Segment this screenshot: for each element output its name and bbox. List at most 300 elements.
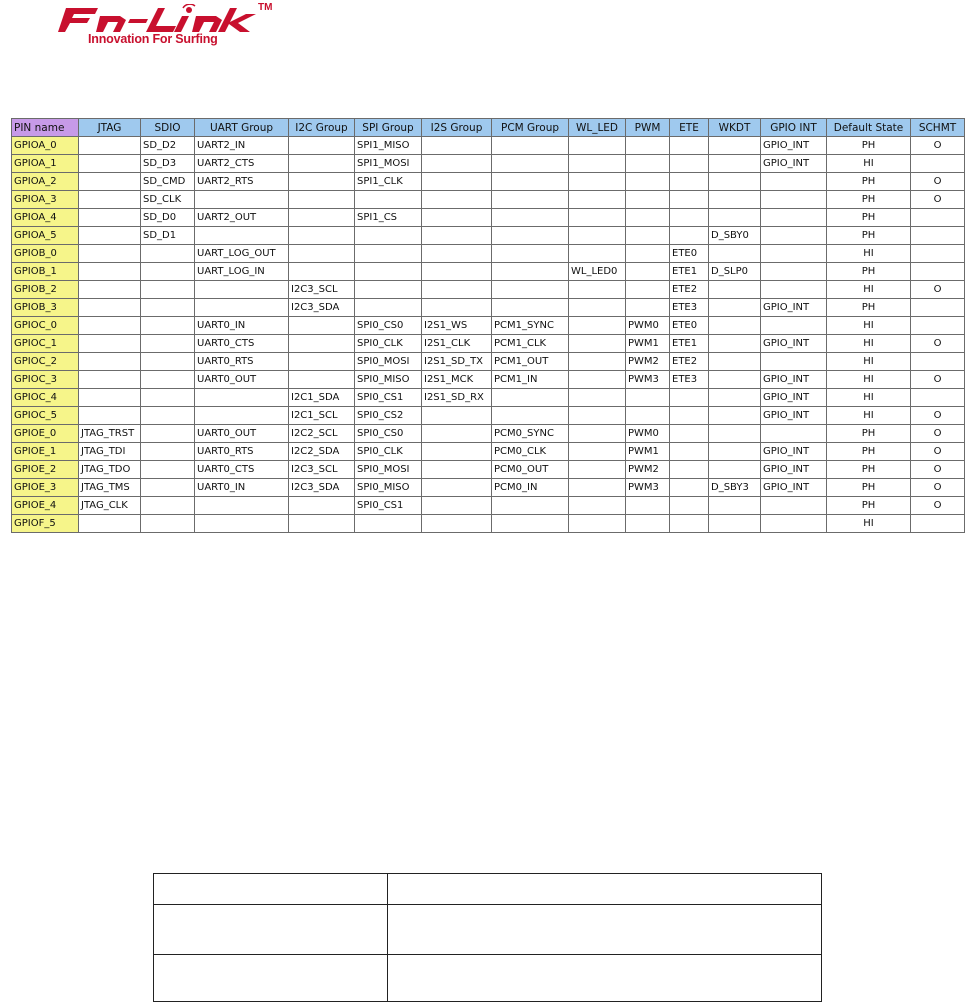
table-cell bbox=[911, 317, 965, 335]
table-cell bbox=[195, 281, 289, 299]
table-cell bbox=[709, 443, 761, 461]
table-cell bbox=[569, 317, 626, 335]
table-cell bbox=[355, 191, 422, 209]
table-cell bbox=[492, 245, 569, 263]
table-cell bbox=[422, 407, 492, 425]
table-cell bbox=[761, 227, 827, 245]
pin-name-cell: GPIOC_3 bbox=[12, 371, 79, 389]
table-cell bbox=[569, 173, 626, 191]
table-cell: JTAG_TMS bbox=[79, 479, 141, 497]
table-cell: JTAG_TDI bbox=[79, 443, 141, 461]
column-header-wl-led: WL_LED bbox=[569, 119, 626, 137]
table-cell bbox=[709, 371, 761, 389]
table-cell bbox=[195, 497, 289, 515]
table-cell bbox=[761, 317, 827, 335]
table-row bbox=[12, 443, 965, 461]
table-cell: SD_D1 bbox=[141, 227, 195, 245]
table-cell: UART_LOG_IN bbox=[195, 263, 289, 281]
empty-table-row bbox=[154, 955, 822, 1002]
table-cell bbox=[492, 191, 569, 209]
table-cell bbox=[709, 407, 761, 425]
table-cell: ETE0 bbox=[670, 245, 709, 263]
table-row bbox=[12, 281, 965, 299]
table-cell bbox=[569, 479, 626, 497]
table-cell bbox=[569, 245, 626, 263]
table-cell: SD_D0 bbox=[141, 209, 195, 227]
table-cell bbox=[670, 443, 709, 461]
table-cell bbox=[422, 479, 492, 497]
pin-name-cell: GPIOB_1 bbox=[12, 263, 79, 281]
pin-name-cell: GPIOB_3 bbox=[12, 299, 79, 317]
column-header-sdio: SDIO bbox=[141, 119, 195, 137]
table-cell: UART0_CTS bbox=[195, 461, 289, 479]
table-cell bbox=[141, 461, 195, 479]
table-cell: JTAG_TDO bbox=[79, 461, 141, 479]
table-cell bbox=[289, 515, 355, 533]
table-cell: SPI0_CS1 bbox=[355, 497, 422, 515]
table-cell: HI bbox=[827, 389, 911, 407]
pin-name-cell: GPIOA_0 bbox=[12, 137, 79, 155]
table-row bbox=[12, 335, 965, 353]
table-row bbox=[12, 299, 965, 317]
table-cell: PCM1_SYNC bbox=[492, 317, 569, 335]
table-cell bbox=[626, 281, 670, 299]
table-cell: ETE2 bbox=[670, 281, 709, 299]
table-cell: SPI1_CLK bbox=[355, 173, 422, 191]
table-cell: SD_D2 bbox=[141, 137, 195, 155]
table-cell: O bbox=[911, 479, 965, 497]
table-cell bbox=[141, 515, 195, 533]
table-cell bbox=[569, 497, 626, 515]
table-cell: I2S1_MCK bbox=[422, 371, 492, 389]
table-cell bbox=[492, 407, 569, 425]
table-cell bbox=[79, 227, 141, 245]
table-cell bbox=[79, 191, 141, 209]
table-cell bbox=[626, 137, 670, 155]
table-cell: PH bbox=[827, 137, 911, 155]
table-cell bbox=[569, 515, 626, 533]
table-cell bbox=[670, 137, 709, 155]
table-cell bbox=[709, 317, 761, 335]
table-cell bbox=[626, 497, 670, 515]
empty-cell bbox=[154, 955, 388, 1002]
empty-table-row bbox=[154, 874, 822, 905]
table-cell: SPI1_MOSI bbox=[355, 155, 422, 173]
pin-name-cell: GPIOE_2 bbox=[12, 461, 79, 479]
table-cell: GPIO_INT bbox=[761, 443, 827, 461]
table-cell bbox=[626, 209, 670, 227]
table-cell bbox=[79, 317, 141, 335]
table-cell: HI bbox=[827, 335, 911, 353]
pin-name-cell: GPIOB_0 bbox=[12, 245, 79, 263]
table-cell bbox=[626, 245, 670, 263]
table-cell bbox=[492, 281, 569, 299]
table-cell bbox=[141, 425, 195, 443]
table-cell bbox=[422, 191, 492, 209]
table-cell bbox=[911, 263, 965, 281]
empty-cell bbox=[388, 874, 822, 905]
table-cell: ETE3 bbox=[670, 371, 709, 389]
table-cell: HI bbox=[827, 245, 911, 263]
table-cell: PH bbox=[827, 227, 911, 245]
table-cell bbox=[626, 299, 670, 317]
table-cell: HI bbox=[827, 155, 911, 173]
table-cell: SPI0_CLK bbox=[355, 335, 422, 353]
table-cell bbox=[569, 461, 626, 479]
table-cell bbox=[79, 209, 141, 227]
table-cell bbox=[195, 407, 289, 425]
table-cell bbox=[761, 191, 827, 209]
table-cell bbox=[289, 497, 355, 515]
table-cell bbox=[79, 335, 141, 353]
table-cell: JTAG_CLK bbox=[79, 497, 141, 515]
table-cell bbox=[626, 407, 670, 425]
empty-table-row bbox=[154, 905, 822, 955]
table-cell bbox=[79, 137, 141, 155]
table-cell: I2C3_SCL bbox=[289, 281, 355, 299]
table-cell: O bbox=[911, 443, 965, 461]
table-cell bbox=[289, 245, 355, 263]
pin-name-cell: GPIOE_3 bbox=[12, 479, 79, 497]
table-cell bbox=[492, 209, 569, 227]
table-cell bbox=[670, 479, 709, 497]
table-cell: UART0_IN bbox=[195, 479, 289, 497]
pin-name-cell: GPIOA_4 bbox=[12, 209, 79, 227]
table-cell: GPIO_INT bbox=[761, 335, 827, 353]
table-cell bbox=[670, 497, 709, 515]
table-cell bbox=[195, 227, 289, 245]
table-cell: PH bbox=[827, 299, 911, 317]
table-cell bbox=[569, 191, 626, 209]
table-cell bbox=[761, 281, 827, 299]
table-cell bbox=[670, 389, 709, 407]
table-cell: PH bbox=[827, 173, 911, 191]
table-cell: SPI0_MOSI bbox=[355, 461, 422, 479]
table-cell bbox=[141, 245, 195, 263]
pin-name-cell: GPIOF_5 bbox=[12, 515, 79, 533]
table-cell bbox=[569, 353, 626, 371]
table-cell: PH bbox=[827, 209, 911, 227]
table-cell: PWM3 bbox=[626, 479, 670, 497]
table-cell bbox=[569, 371, 626, 389]
table-cell: I2C1_SCL bbox=[289, 407, 355, 425]
table-cell bbox=[289, 335, 355, 353]
table-cell bbox=[79, 155, 141, 173]
table-cell: PWM0 bbox=[626, 425, 670, 443]
table-cell: GPIO_INT bbox=[761, 479, 827, 497]
table-cell: JTAG_TRST bbox=[79, 425, 141, 443]
table-row bbox=[12, 173, 965, 191]
fn-link-wordmark bbox=[58, 4, 288, 34]
table-cell: O bbox=[911, 407, 965, 425]
table-cell bbox=[709, 245, 761, 263]
table-row bbox=[12, 191, 965, 209]
table-cell bbox=[422, 263, 492, 281]
pin-name-cell: GPIOC_0 bbox=[12, 317, 79, 335]
table-cell bbox=[79, 173, 141, 191]
table-cell bbox=[569, 389, 626, 407]
table-cell: PH bbox=[827, 479, 911, 497]
table-cell: SD_D3 bbox=[141, 155, 195, 173]
table-cell: UART2_RTS bbox=[195, 173, 289, 191]
column-header-pcm-group: PCM Group bbox=[492, 119, 569, 137]
column-header-i2c-group: I2C Group bbox=[289, 119, 355, 137]
table-cell bbox=[141, 281, 195, 299]
column-header-pin-name: PIN name bbox=[12, 119, 79, 137]
pin-name-cell: GPIOA_3 bbox=[12, 191, 79, 209]
table-cell bbox=[761, 497, 827, 515]
table-cell bbox=[79, 353, 141, 371]
table-cell: O bbox=[911, 191, 965, 209]
table-cell: UART0_RTS bbox=[195, 443, 289, 461]
table-cell bbox=[626, 263, 670, 281]
table-cell bbox=[289, 173, 355, 191]
table-cell: UART2_CTS bbox=[195, 155, 289, 173]
table-row bbox=[12, 479, 965, 497]
table-cell: UART0_RTS bbox=[195, 353, 289, 371]
table-cell: O bbox=[911, 425, 965, 443]
table-cell bbox=[670, 227, 709, 245]
table-cell: PWM1 bbox=[626, 443, 670, 461]
column-header-uart-group: UART Group bbox=[195, 119, 289, 137]
table-cell: O bbox=[911, 461, 965, 479]
table-row bbox=[12, 317, 965, 335]
table-cell: I2C3_SDA bbox=[289, 479, 355, 497]
table-cell: PCM0_IN bbox=[492, 479, 569, 497]
table-cell: I2C3_SCL bbox=[289, 461, 355, 479]
table-cell: I2S1_SD_RX bbox=[422, 389, 492, 407]
table-cell: O bbox=[911, 497, 965, 515]
column-header-wkdt: WKDT bbox=[709, 119, 761, 137]
table-cell: PWM2 bbox=[626, 353, 670, 371]
table-cell bbox=[709, 497, 761, 515]
table-cell bbox=[626, 155, 670, 173]
table-cell: ETE1 bbox=[670, 263, 709, 281]
table-cell bbox=[569, 281, 626, 299]
table-cell: SPI0_MISO bbox=[355, 371, 422, 389]
table-cell bbox=[626, 173, 670, 191]
table-cell bbox=[709, 155, 761, 173]
table-cell bbox=[289, 227, 355, 245]
table-cell bbox=[289, 371, 355, 389]
table-cell bbox=[289, 155, 355, 173]
table-cell bbox=[355, 281, 422, 299]
table-cell bbox=[141, 371, 195, 389]
table-body bbox=[12, 137, 965, 533]
table-cell: HI bbox=[827, 371, 911, 389]
table-cell bbox=[709, 353, 761, 371]
table-cell: SPI1_CS bbox=[355, 209, 422, 227]
header-row bbox=[12, 119, 965, 137]
table-cell: O bbox=[911, 371, 965, 389]
table-cell: PWM2 bbox=[626, 461, 670, 479]
table-cell: SPI0_MOSI bbox=[355, 353, 422, 371]
table-cell bbox=[141, 335, 195, 353]
table-cell: SPI0_CS2 bbox=[355, 407, 422, 425]
table-cell bbox=[141, 389, 195, 407]
table-cell bbox=[709, 299, 761, 317]
table-cell bbox=[709, 389, 761, 407]
table-cell bbox=[911, 209, 965, 227]
table-cell: I2C2_SCL bbox=[289, 425, 355, 443]
table-cell bbox=[422, 497, 492, 515]
table-cell bbox=[422, 461, 492, 479]
table-cell bbox=[569, 407, 626, 425]
table-cell bbox=[670, 461, 709, 479]
table-cell bbox=[79, 407, 141, 425]
table-cell bbox=[709, 191, 761, 209]
table-cell: UART2_OUT bbox=[195, 209, 289, 227]
table-row bbox=[12, 263, 965, 281]
table-cell: SPI0_CS0 bbox=[355, 317, 422, 335]
table-cell bbox=[709, 209, 761, 227]
table-row bbox=[12, 497, 965, 515]
table-cell: SPI1_MISO bbox=[355, 137, 422, 155]
table-cell: SPI0_MISO bbox=[355, 479, 422, 497]
table-cell bbox=[355, 515, 422, 533]
table-cell: O bbox=[911, 173, 965, 191]
table-row bbox=[12, 389, 965, 407]
table-cell bbox=[422, 173, 492, 191]
table-cell: PCM0_CLK bbox=[492, 443, 569, 461]
table-cell: PCM0_SYNC bbox=[492, 425, 569, 443]
table-cell: HI bbox=[827, 317, 911, 335]
table-cell bbox=[422, 299, 492, 317]
table-cell bbox=[195, 515, 289, 533]
table-cell: UART0_IN bbox=[195, 317, 289, 335]
table-cell bbox=[761, 245, 827, 263]
table-cell: WL_LED0 bbox=[569, 263, 626, 281]
table-cell: HI bbox=[827, 407, 911, 425]
table-cell bbox=[141, 353, 195, 371]
table-header bbox=[12, 119, 965, 137]
table-cell bbox=[422, 227, 492, 245]
table-cell bbox=[492, 173, 569, 191]
table-cell bbox=[569, 227, 626, 245]
table-cell bbox=[670, 407, 709, 425]
table-cell bbox=[289, 137, 355, 155]
table-cell: PWM0 bbox=[626, 317, 670, 335]
table-row bbox=[12, 515, 965, 533]
table-cell bbox=[492, 137, 569, 155]
table-cell bbox=[422, 209, 492, 227]
table-cell bbox=[195, 191, 289, 209]
column-header-schmt: SCHMT bbox=[911, 119, 965, 137]
pin-name-cell: GPIOE_1 bbox=[12, 443, 79, 461]
table-cell bbox=[79, 371, 141, 389]
table-cell bbox=[670, 173, 709, 191]
pin-name-cell: GPIOC_5 bbox=[12, 407, 79, 425]
table-cell: PH bbox=[827, 191, 911, 209]
table-cell bbox=[195, 299, 289, 317]
table-cell bbox=[141, 479, 195, 497]
table-cell: GPIO_INT bbox=[761, 407, 827, 425]
table-cell bbox=[911, 299, 965, 317]
table-row bbox=[12, 155, 965, 173]
table-cell bbox=[670, 191, 709, 209]
fn-link-logo bbox=[58, 4, 288, 48]
table-cell bbox=[79, 263, 141, 281]
table-cell bbox=[569, 443, 626, 461]
table-cell bbox=[141, 443, 195, 461]
table-cell bbox=[492, 263, 569, 281]
table-cell bbox=[141, 299, 195, 317]
table-cell bbox=[626, 515, 670, 533]
table-cell bbox=[911, 515, 965, 533]
table-cell: UART0_OUT bbox=[195, 425, 289, 443]
table-cell: ETE3 bbox=[670, 299, 709, 317]
column-header-i2s-group: I2S Group bbox=[422, 119, 492, 137]
table-cell bbox=[141, 317, 195, 335]
table-cell bbox=[761, 425, 827, 443]
table-cell bbox=[569, 155, 626, 173]
table-cell: O bbox=[911, 335, 965, 353]
pin-name-cell: GPIOA_5 bbox=[12, 227, 79, 245]
table-cell bbox=[626, 389, 670, 407]
table-cell bbox=[422, 515, 492, 533]
table-cell bbox=[670, 515, 709, 533]
table-cell bbox=[422, 137, 492, 155]
table-cell bbox=[195, 389, 289, 407]
table-cell: PH bbox=[827, 497, 911, 515]
table-cell bbox=[289, 263, 355, 281]
table-cell: UART0_CTS bbox=[195, 335, 289, 353]
table-cell: GPIO_INT bbox=[761, 137, 827, 155]
table-cell bbox=[761, 209, 827, 227]
table-cell bbox=[761, 515, 827, 533]
table-cell bbox=[355, 263, 422, 281]
table-cell bbox=[289, 317, 355, 335]
table-row bbox=[12, 461, 965, 479]
table-cell bbox=[709, 461, 761, 479]
table-cell: D_SBY3 bbox=[709, 479, 761, 497]
table-cell: PH bbox=[827, 443, 911, 461]
column-header-pwm: PWM bbox=[626, 119, 670, 137]
column-header-ete: ETE bbox=[670, 119, 709, 137]
table-cell: O bbox=[911, 137, 965, 155]
table-cell bbox=[79, 515, 141, 533]
pin-function-table bbox=[11, 118, 965, 533]
table-cell: PH bbox=[827, 461, 911, 479]
table-cell: SPI0_CS0 bbox=[355, 425, 422, 443]
table-row bbox=[12, 353, 965, 371]
table-cell bbox=[492, 497, 569, 515]
table-cell: I2S1_CLK bbox=[422, 335, 492, 353]
table-cell: SPI0_CS1 bbox=[355, 389, 422, 407]
table-cell bbox=[761, 353, 827, 371]
column-header-spi-group: SPI Group bbox=[355, 119, 422, 137]
table-row bbox=[12, 407, 965, 425]
table-cell bbox=[492, 515, 569, 533]
table-cell: UART0_OUT bbox=[195, 371, 289, 389]
table-cell bbox=[422, 443, 492, 461]
pin-name-cell: GPIOE_0 bbox=[12, 425, 79, 443]
column-header-gpio-int: GPIO INT bbox=[761, 119, 827, 137]
pin-name-cell: GPIOC_4 bbox=[12, 389, 79, 407]
table-cell: GPIO_INT bbox=[761, 461, 827, 479]
table-cell bbox=[911, 389, 965, 407]
table-cell: UART2_IN bbox=[195, 137, 289, 155]
table-cell bbox=[492, 227, 569, 245]
table-cell bbox=[670, 155, 709, 173]
table-cell bbox=[355, 227, 422, 245]
table-cell bbox=[911, 245, 965, 263]
table-cell: O bbox=[911, 281, 965, 299]
pin-name-cell: GPIOA_1 bbox=[12, 155, 79, 173]
table-cell: SPI0_CLK bbox=[355, 443, 422, 461]
table-cell: ETE1 bbox=[670, 335, 709, 353]
table-cell bbox=[709, 173, 761, 191]
